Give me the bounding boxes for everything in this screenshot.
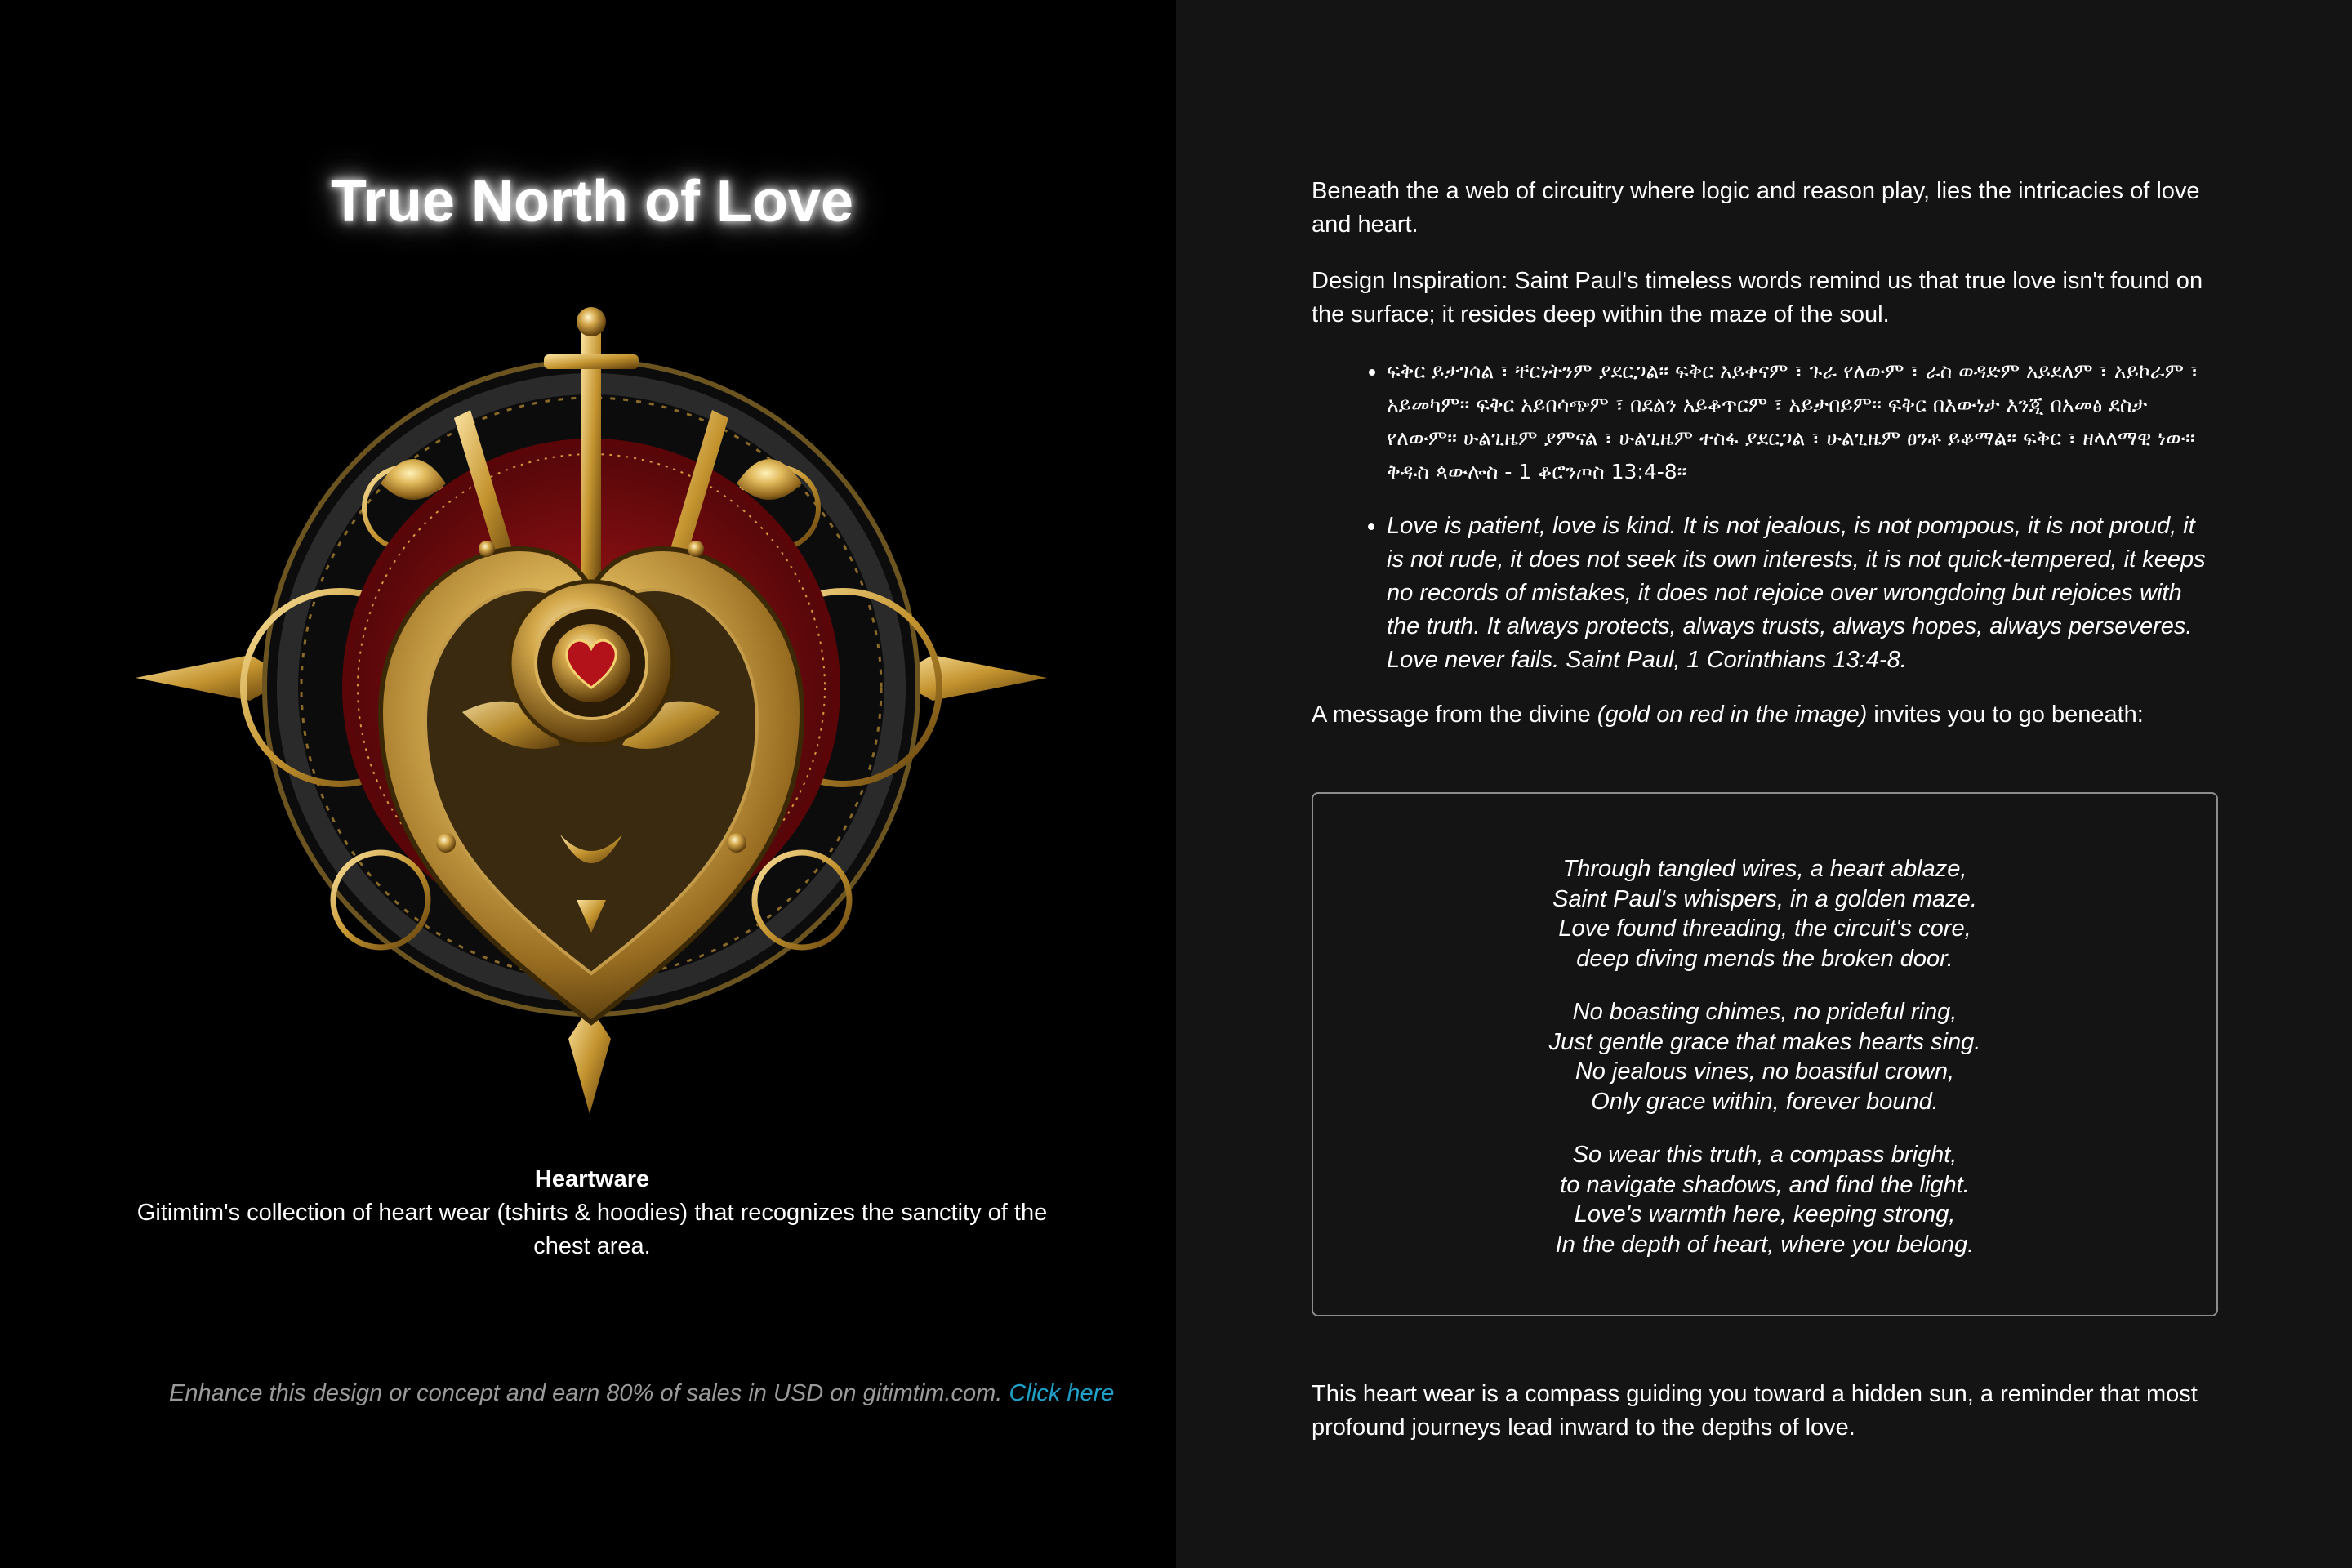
inspiration-paragraph: Design Inspiration: Saint Paul's timeless words remind us that true love isn't found on the surface; it resides deep within the maze of the soul. <box>1312 268 2203 327</box>
poem-line: Through tangled wires, a heart ablaze, <box>1562 856 1967 882</box>
poem-line: In the depth of heart, where you belong. <box>1555 1231 1975 1258</box>
list-item: • Love is patient, love is kind. It is not jealous, is not pompous, it is not proud, it is not rude, it does not seek its own interests, it is not quick-tempered, it keeps no records of mistakes, it does not rejoice over wrongdoing but rejoices with the truth. It always protects, always trusts, always hopes, always perseveres. Love never fails. Saint Paul, 1 Corinthians 13:4-8. <box>1387 510 2218 677</box>
caption-heading: Heartware <box>534 1166 650 1192</box>
enhance-text: Enhance this design or concept and earn 80% of sales in USD on gitimtim.com. <box>169 1380 1003 1406</box>
caption-text: Gitimtim's collection of heart wear (tshirts & hoodies) that recognizes the sanctity of the chest area. <box>136 1200 1048 1259</box>
poem-line: Only grace within, forever bound. <box>1591 1088 1939 1115</box>
page-title: True North of Love <box>330 169 854 234</box>
poem-stanza <box>1313 997 2216 1116</box>
poem-line: No jealous vines, no boastful crown, <box>1575 1058 1955 1085</box>
quote-list <box>1312 354 2218 677</box>
poem-line: to navigate shadows, and find the light. <box>1560 1171 1970 1198</box>
intro-paragraph: Beneath the a web of circuitry where logic and reason play, lies the intricacies of love and heart. <box>1312 178 2200 238</box>
message-before: A message from the divine <box>1312 702 1597 728</box>
message-paragraph <box>1312 698 2218 732</box>
poem-box <box>1312 792 2218 1316</box>
ornate-golden-heart-compass-icon <box>136 304 1047 1114</box>
collection-caption <box>131 1163 1054 1263</box>
poem-line: Love's warmth here, keeping strong, <box>1574 1201 1956 1227</box>
description <box>1312 175 2218 755</box>
poem-line: No boasting chimes, no prideful ring, <box>1572 999 1958 1025</box>
poem-stanza <box>1313 1140 2216 1259</box>
poem-line: deep diving mends the broken door. <box>1576 945 1953 972</box>
poem-stanza <box>1313 854 2216 973</box>
list-item: • ፍቅር ይታገሳል ፣ ቸርነትንም ያደርጋል። ፍቅር አይቀናም ፣ ጉራ የለውም ፣ ራስ ወዳድም አይደለም ፣ አይኮራም ፣ አይመካም። ፍቅር አይበሳጭም ፣ በደልን አይቆጥርም ፣ አይታበይም። ፍቅር በእውነታ እንጂ በአመፅ ደስታ የለውም። ሁልጊዜም ያምናል ፣ ሁልጊዜም ተስፋ ያደርጋል ፣ ሁልጊዜም ፀንቶ ይቆማል። ፍቅር ፣ ዘላለማዊ ነው። ቅዱስ ጳውሎስ - 1 ቆሮንጦስ 13:4-8። <box>1387 354 2218 488</box>
click-here-link[interactable]: Click here <box>1009 1380 1115 1406</box>
poem-line: Just gentle grace that makes hearts sing. <box>1548 1028 1981 1055</box>
enhance-note <box>131 1380 1206 1407</box>
poem-line: Love found threading, the circuit's core, <box>1558 915 1971 942</box>
poem <box>1313 854 2216 1283</box>
poem-line: So wear this truth, a compass bright, <box>1572 1142 1958 1168</box>
heart-compass-artwork <box>136 304 1047 1114</box>
right-panel <box>1176 0 2352 1568</box>
poem-line: Saint Paul's whispers, in a golden maze. <box>1552 885 1977 912</box>
message-after: invites you to go beneath: <box>1867 702 2144 728</box>
message-emphasis: (gold on red in the image) <box>1597 702 1868 728</box>
closing-paragraph: This heart wear is a compass guiding you toward a hidden sun, a reminder that most profound journeys lead inward to the depths of love. <box>1312 1381 2198 1441</box>
